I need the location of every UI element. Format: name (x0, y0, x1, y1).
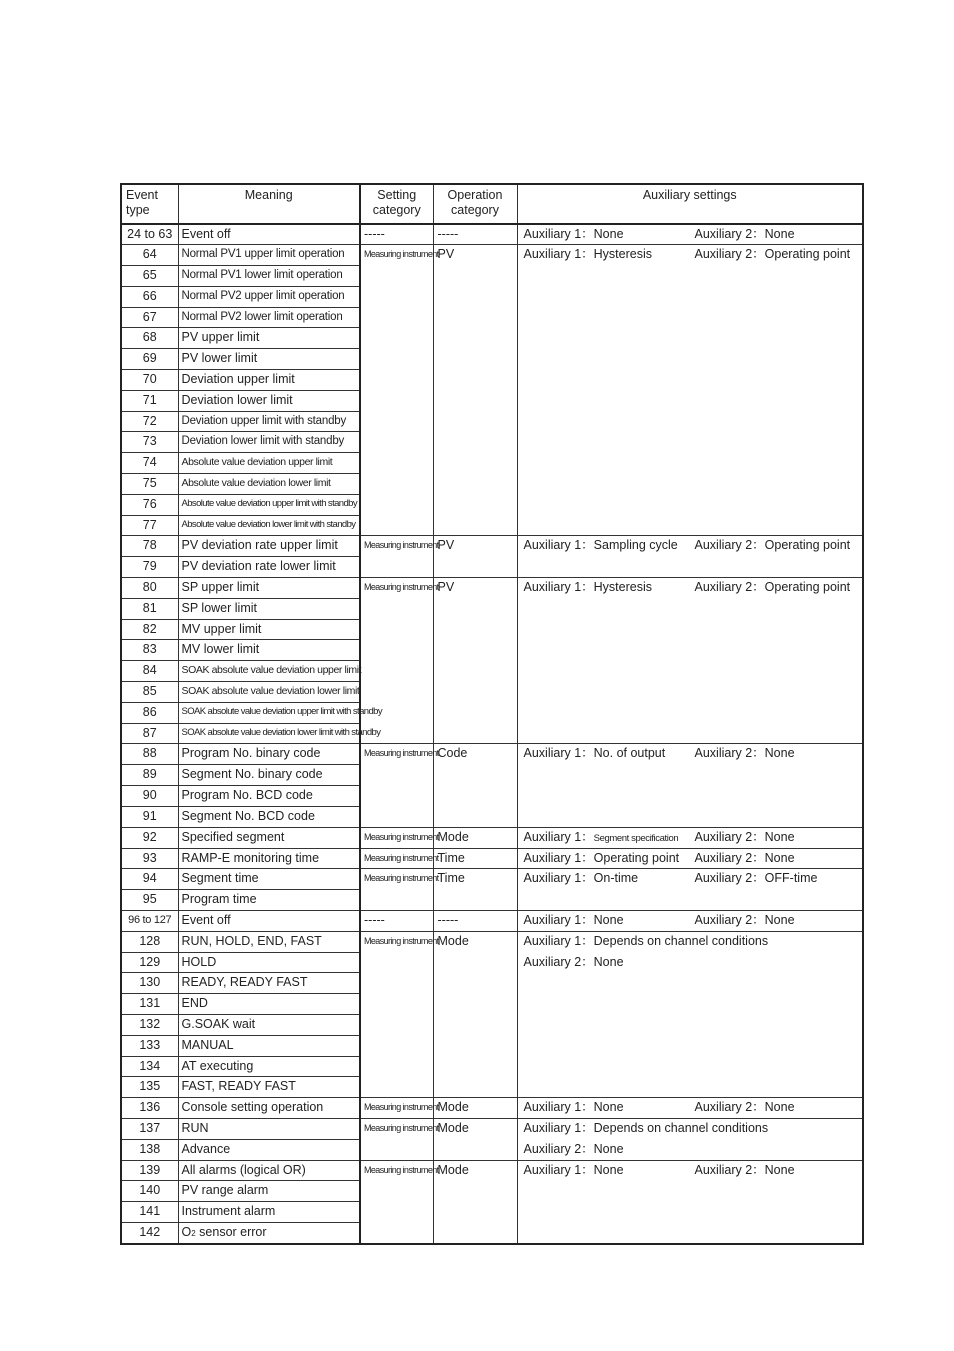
event-type-cell: 142 (121, 1222, 178, 1244)
meaning-cell: Specified segment (178, 827, 360, 848)
setting-category-cell: Measuring instrument (360, 1098, 433, 1119)
event-type-cell: 70 (121, 370, 178, 391)
subscript: 2 (191, 1228, 196, 1238)
meaning-cell: Deviation upper limit (178, 370, 360, 391)
event-type-cell: 81 (121, 598, 178, 619)
table-row (121, 1160, 863, 1181)
auxiliary-line (524, 849, 860, 867)
operation-category-cell: Mode (433, 827, 517, 848)
auxiliary-2: Auxiliary 2：None (694, 1100, 795, 1115)
table-body (121, 224, 863, 1244)
auxiliary-settings-cell (517, 1118, 863, 1160)
header-meaning: Meaning (178, 184, 360, 224)
meaning-cell: RAMP-E monitoring time (178, 848, 360, 869)
meaning-cell: READY, READY FAST (178, 973, 360, 994)
event-type-cell: 72 (121, 411, 178, 432)
auxiliary-line: Auxiliary 1：Depends on channel conditions (523, 933, 769, 948)
table-row (121, 536, 863, 557)
event-type-cell: 94 (121, 869, 178, 890)
meaning-cell: RUN (178, 1118, 360, 1139)
auxiliary-settings-cell (517, 224, 863, 245)
event-type-cell: 95 (121, 890, 178, 911)
event-type-table (120, 183, 864, 1245)
auxiliary-2: Auxiliary 2：Operating point (694, 247, 851, 262)
event-type-cell: 138 (121, 1139, 178, 1160)
table-row (121, 1098, 863, 1119)
meaning-cell: PV lower limit (178, 349, 360, 370)
meaning-cell: Segment time (178, 869, 360, 890)
meaning-cell: HOLD (178, 952, 360, 973)
auxiliary-settings-cell (517, 1098, 863, 1119)
auxiliary-1: Auxiliary 1：Sampling cycle (523, 538, 678, 553)
event-type-cell: 90 (121, 786, 178, 807)
auxiliary-1: Auxiliary 1：No. of output (523, 746, 666, 761)
event-type-cell: 137 (121, 1118, 178, 1139)
event-type-cell: 136 (121, 1098, 178, 1119)
meaning-cell: Absolute value deviation lower limit (178, 474, 360, 495)
table-row (121, 245, 863, 266)
meaning-cell: G.SOAK wait (178, 1014, 360, 1035)
event-type-cell: 88 (121, 744, 178, 765)
meaning-cell: SOAK absolute value deviation upper limit (178, 661, 360, 682)
meaning-cell: Normal PV1 lower limit operation (178, 266, 360, 287)
event-type-cell: 129 (121, 952, 178, 973)
header-row (121, 184, 863, 224)
meaning-cell: FAST, READY FAST (178, 1077, 360, 1098)
auxiliary-1: Auxiliary 1：Hysteresis (523, 580, 653, 595)
meaning-cell: Program No. BCD code (178, 786, 360, 807)
operation-category-cell: Mode (433, 1160, 517, 1244)
table-row (121, 224, 863, 245)
meaning-cell: AT executing (178, 1056, 360, 1077)
operation-category-cell: Time (433, 869, 517, 911)
auxiliary-line: Auxiliary 1：Depends on channel conditions (523, 1120, 769, 1135)
meaning-cell: O2 sensor error (178, 1222, 360, 1244)
table-row (121, 931, 863, 952)
table-row (121, 848, 863, 869)
event-type-cell: 91 (121, 806, 178, 827)
event-type-cell: 135 (121, 1077, 178, 1098)
event-type-cell: 141 (121, 1202, 178, 1223)
auxiliary-2: Auxiliary 2：None (694, 913, 795, 927)
auxiliary-2: Auxiliary 2：OFF-time (694, 871, 818, 886)
event-type-cell: 78 (121, 536, 178, 557)
event-type-cell: 134 (121, 1056, 178, 1077)
auxiliary-line (524, 1161, 860, 1179)
setting-category-cell: ----- (360, 911, 433, 932)
meaning-cell: PV upper limit (178, 328, 360, 349)
header-setting-category: Setting category (360, 184, 433, 224)
auxiliary-2: Auxiliary 2：None (694, 746, 795, 761)
meaning-cell: SP lower limit (178, 598, 360, 619)
auxiliary-line (524, 536, 860, 554)
auxiliary-line (524, 869, 860, 887)
meaning-cell: Normal PV2 lower limit operation (178, 307, 360, 328)
meaning-cell: MV upper limit (178, 619, 360, 640)
auxiliary-1: Auxiliary 1：Operating point (523, 850, 680, 865)
meaning-cell: RUN, HOLD, END, FAST (178, 931, 360, 952)
meaning-cell: Event off (178, 224, 360, 245)
auxiliary-1: Auxiliary 1：None (523, 1162, 624, 1177)
auxiliary-line (524, 245, 860, 263)
meaning-cell: Instrument alarm (178, 1202, 360, 1223)
event-type-cell: 86 (121, 702, 178, 723)
event-type-cell: 24 to 63 (121, 224, 178, 245)
auxiliary-2: Auxiliary 2：Operating point (694, 580, 851, 595)
event-type-cell: 89 (121, 765, 178, 786)
event-type-cell: 73 (121, 432, 178, 453)
event-type-cell: 64 (121, 245, 178, 266)
auxiliary-settings-cell (517, 848, 863, 869)
operation-category-cell: Mode (433, 931, 517, 1097)
event-type-cell: 132 (121, 1014, 178, 1035)
auxiliary-2: Auxiliary 2：None (694, 829, 795, 844)
auxiliary-line (524, 578, 860, 596)
meaning-cell: SOAK absolute value deviation lower limit with standby (178, 723, 360, 744)
auxiliary-settings-cell (517, 536, 863, 578)
meaning-cell: MV lower limit (178, 640, 360, 661)
event-type-cell: 92 (121, 827, 178, 848)
auxiliary-line (524, 828, 860, 848)
event-type-cell: 83 (121, 640, 178, 661)
auxiliary-1: Auxiliary 1：None (523, 227, 624, 241)
meaning-cell: Program time (178, 890, 360, 911)
setting-category-cell: Measuring instrument (360, 1118, 433, 1160)
table-row (121, 827, 863, 848)
auxiliary-settings-cell (517, 1160, 863, 1244)
auxiliary-settings-cell (517, 931, 863, 1097)
meaning-cell: Deviation lower limit (178, 390, 360, 411)
auxiliary-settings-cell (517, 827, 863, 848)
auxiliary-settings-cell (517, 744, 863, 827)
setting-category-cell: Measuring instrument (360, 245, 433, 536)
meaning-cell: Normal PV1 upper limit operation (178, 245, 360, 266)
operation-category-cell: PV (433, 536, 517, 578)
setting-category-cell: Measuring instrument (360, 848, 433, 869)
event-type-cell: 128 (121, 931, 178, 952)
auxiliary-settings-cell (517, 869, 863, 911)
auxiliary-line (524, 911, 860, 929)
operation-category-cell: PV (433, 578, 517, 744)
event-type-cell: 75 (121, 474, 178, 495)
auxiliary-1: Auxiliary 1：None (523, 1100, 624, 1115)
auxiliary-settings-cell (517, 578, 863, 744)
auxiliary-2: Auxiliary 2：None (694, 850, 795, 865)
table-row (121, 744, 863, 765)
event-type-cell: 130 (121, 973, 178, 994)
meaning-cell: END (178, 994, 360, 1015)
event-type-cell: 74 (121, 453, 178, 474)
event-type-cell: 82 (121, 619, 178, 640)
setting-category-cell: Measuring instrument (360, 578, 433, 744)
operation-category-cell: PV (433, 245, 517, 536)
meaning-cell: Deviation lower limit with standby (178, 432, 360, 453)
operation-category-cell: Code (433, 744, 517, 827)
meaning-cell: All alarms (logical OR) (178, 1160, 360, 1181)
event-type-cell: 71 (121, 390, 178, 411)
setting-category-cell: Measuring instrument (360, 536, 433, 578)
auxiliary-2: Auxiliary 2：None (694, 1162, 795, 1177)
auxiliary-line (524, 1098, 860, 1116)
table-row (121, 578, 863, 599)
event-type-cell: 77 (121, 515, 178, 536)
meaning-cell: Event off (178, 911, 360, 932)
operation-category-cell: ----- (433, 911, 517, 932)
meaning-cell: PV range alarm (178, 1181, 360, 1202)
meaning-cell: Normal PV2 upper limit operation (178, 286, 360, 307)
meaning-cell: Console setting operation (178, 1098, 360, 1119)
meaning-cell: SP upper limit (178, 578, 360, 599)
auxiliary-1: Auxiliary 1：On-time (523, 871, 639, 886)
header-auxiliary-settings: Auxiliary settings (517, 184, 863, 224)
meaning-cell: Absolute value deviation lower limit with standby (178, 515, 360, 536)
event-type-cell: 76 (121, 494, 178, 515)
event-type-cell: 93 (121, 848, 178, 869)
auxiliary-line (524, 225, 860, 243)
auxiliary-1-value: Segment specification (593, 832, 679, 844)
event-type-cell: 96 to 127 (121, 911, 178, 932)
event-type-cell: 65 (121, 266, 178, 287)
event-type-cell: 140 (121, 1181, 178, 1202)
header-event-type: Event type (121, 184, 178, 224)
meaning-cell: MANUAL (178, 1035, 360, 1056)
setting-category-cell: Measuring instrument (360, 931, 433, 1097)
auxiliary-line (524, 744, 860, 762)
meaning-cell: Deviation upper limit with standby (178, 411, 360, 432)
event-type-cell: 80 (121, 578, 178, 599)
auxiliary-1: Auxiliary 1：Segment specification (523, 829, 679, 844)
meaning-cell: Segment No. BCD code (178, 806, 360, 827)
setting-category-cell: Measuring instrument (360, 827, 433, 848)
meaning-cell: Advance (178, 1139, 360, 1160)
setting-category-cell: Measuring instrument (360, 869, 433, 911)
table-row (121, 1118, 863, 1139)
auxiliary-2: Auxiliary 2：None (694, 227, 795, 241)
auxiliary-line: Auxiliary 2：None (523, 1141, 624, 1156)
event-type-cell: 79 (121, 557, 178, 578)
operation-category-cell: Mode (433, 1098, 517, 1119)
setting-category-cell: ----- (360, 224, 433, 245)
event-type-cell: 139 (121, 1160, 178, 1181)
meaning-cell: SOAK absolute value deviation upper limit with standby (178, 702, 360, 723)
event-type-cell: 133 (121, 1035, 178, 1056)
event-type-cell: 131 (121, 994, 178, 1015)
auxiliary-1: Auxiliary 1：Hysteresis (523, 247, 653, 262)
meaning-cell: Program No. binary code (178, 744, 360, 765)
event-type-cell: 84 (121, 661, 178, 682)
event-type-cell: 87 (121, 723, 178, 744)
event-type-cell: 67 (121, 307, 178, 328)
auxiliary-settings-cell (517, 911, 863, 932)
operation-category-cell: ----- (433, 224, 517, 245)
operation-category-cell: Mode (433, 1118, 517, 1160)
meaning-cell: Absolute value deviation upper limit with standby (178, 494, 360, 515)
setting-category-cell: Measuring instrument (360, 1160, 433, 1244)
auxiliary-2: Auxiliary 2：Operating point (694, 538, 851, 553)
setting-category-cell: Measuring instrument (360, 744, 433, 827)
meaning-cell: PV deviation rate lower limit (178, 557, 360, 578)
meaning-cell: SOAK absolute value deviation lower limit (178, 682, 360, 703)
header-operation-category: Operation category (433, 184, 517, 224)
meaning-cell: PV deviation rate upper limit (178, 536, 360, 557)
auxiliary-1: Auxiliary 1：None (523, 913, 624, 927)
meaning-cell: Absolute value deviation upper limit (178, 453, 360, 474)
operation-category-cell: Time (433, 848, 517, 869)
event-type-cell: 69 (121, 349, 178, 370)
auxiliary-settings-cell (517, 245, 863, 536)
event-type-cell: 68 (121, 328, 178, 349)
meaning-cell: Segment No. binary code (178, 765, 360, 786)
table-row (121, 869, 863, 890)
auxiliary-line: Auxiliary 2：None (523, 954, 624, 969)
event-type-cell: 66 (121, 286, 178, 307)
event-type-cell: 85 (121, 682, 178, 703)
table-row (121, 911, 863, 932)
